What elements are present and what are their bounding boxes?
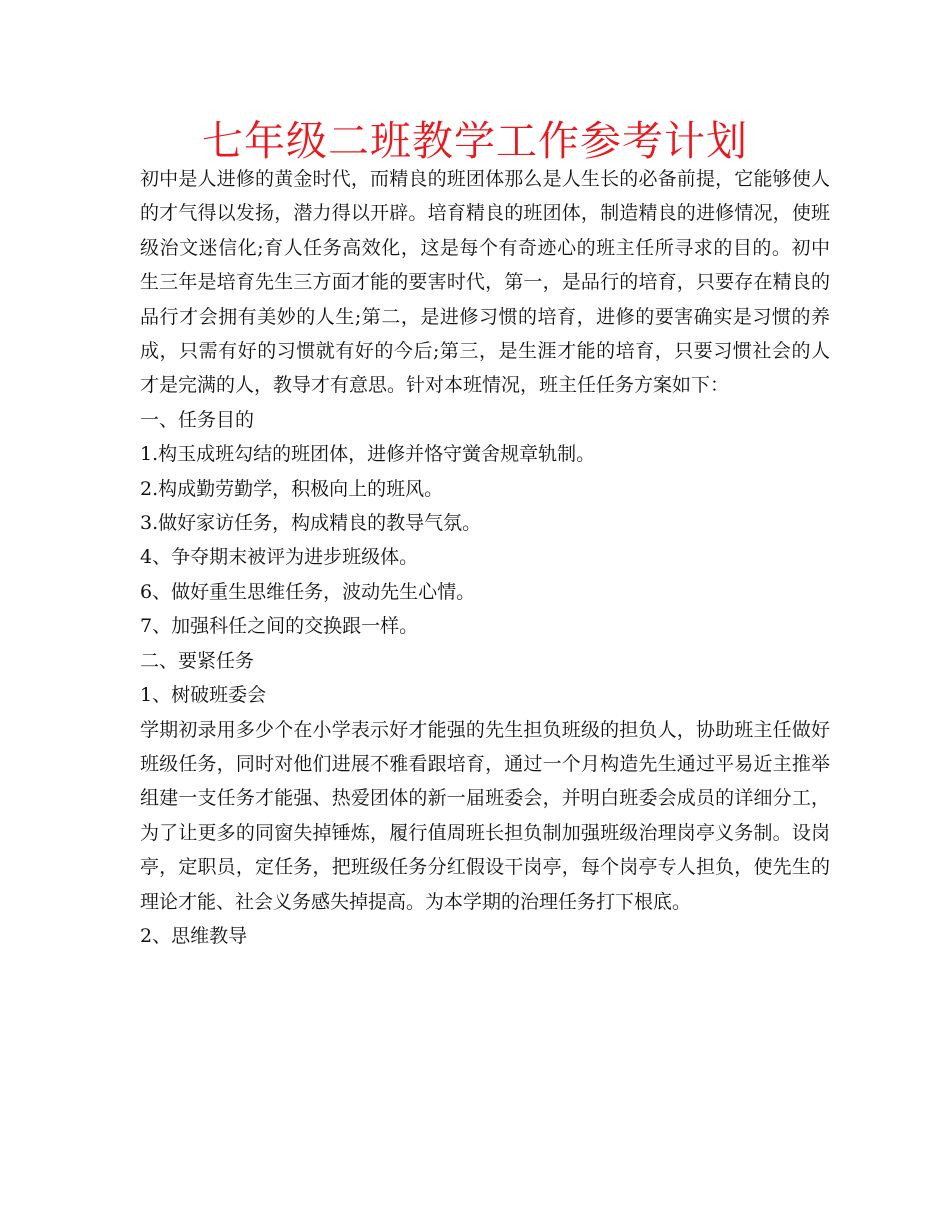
subsection-heading: 2、思维教导: [140, 924, 248, 947]
goal-item: 6、做好重生思维任务，波动先生心情。: [140, 580, 476, 603]
document-body: [140, 162, 830, 953]
subsection-paragraph: 学期初录用多少个在小学表示好才能强的先生担负班级的担负人，协助班主任做好班级任务，同时对他们进展不雅看跟培育，通过一个月构造先生通过平易近主推举组建一支任务才能强、热爱团体的新一届班委会，并明白班委会成员的详细分工，为了让更多的同窗失掉锤炼，履行值周班长担负制加强班级治理岗亭义务制。设岗亭，定职员，定任务，把班级任务分红假设干岗亭，每个岗亭专人担负，使先生的理论才能、社会义务感失掉提高。为本学期的治理任务打下根底。: [140, 718, 830, 913]
intro-paragraph: 初中是人进修的黄金时代，而精良的班团体那么是人生长的必备前提，它能够使人的才气得以发扬，潜力得以开辟。培育精良的班团体，制造精良的进修情况，使班级治文迷信化;育人任务高效化，这是每个有奇迹心的班主任所寻求的目的。初中生三年是培育先生三方面才能的要害时代，第一，是品行的培育，只要存在精良的品行才会拥有美妙的人生;第二，是进修习惯的培育，进修的要害确实是习惯的养成，只需有好的习惯就有好的今后;第三，是生涯才能的培育，只要习惯社会的人才是完满的人，教导才有意思。针对本班情况，班主任任务方案如下：: [140, 168, 830, 397]
goal-item: 1.构玉成班勾结的班团体，进修并恪守黉舍规章轨制。: [140, 443, 596, 466]
goal-item: 3.做好家访任务，构成精良的教导气氛。: [140, 512, 482, 535]
subsection-heading: 1、树破班委会: [140, 684, 267, 707]
goal-item: 2.构成勤劳勤学，积极向上的班风。: [140, 477, 444, 500]
document-title: 七年级二班教学工作参考计划: [202, 117, 748, 165]
goal-item: 4、争夺期末被评为进步班级体。: [140, 546, 419, 569]
goal-item: 7、加强科任之间的交换跟一样。: [140, 615, 419, 638]
section-heading: 一、任务目的: [140, 408, 255, 431]
section-heading: 二、要紧任务: [140, 649, 255, 672]
